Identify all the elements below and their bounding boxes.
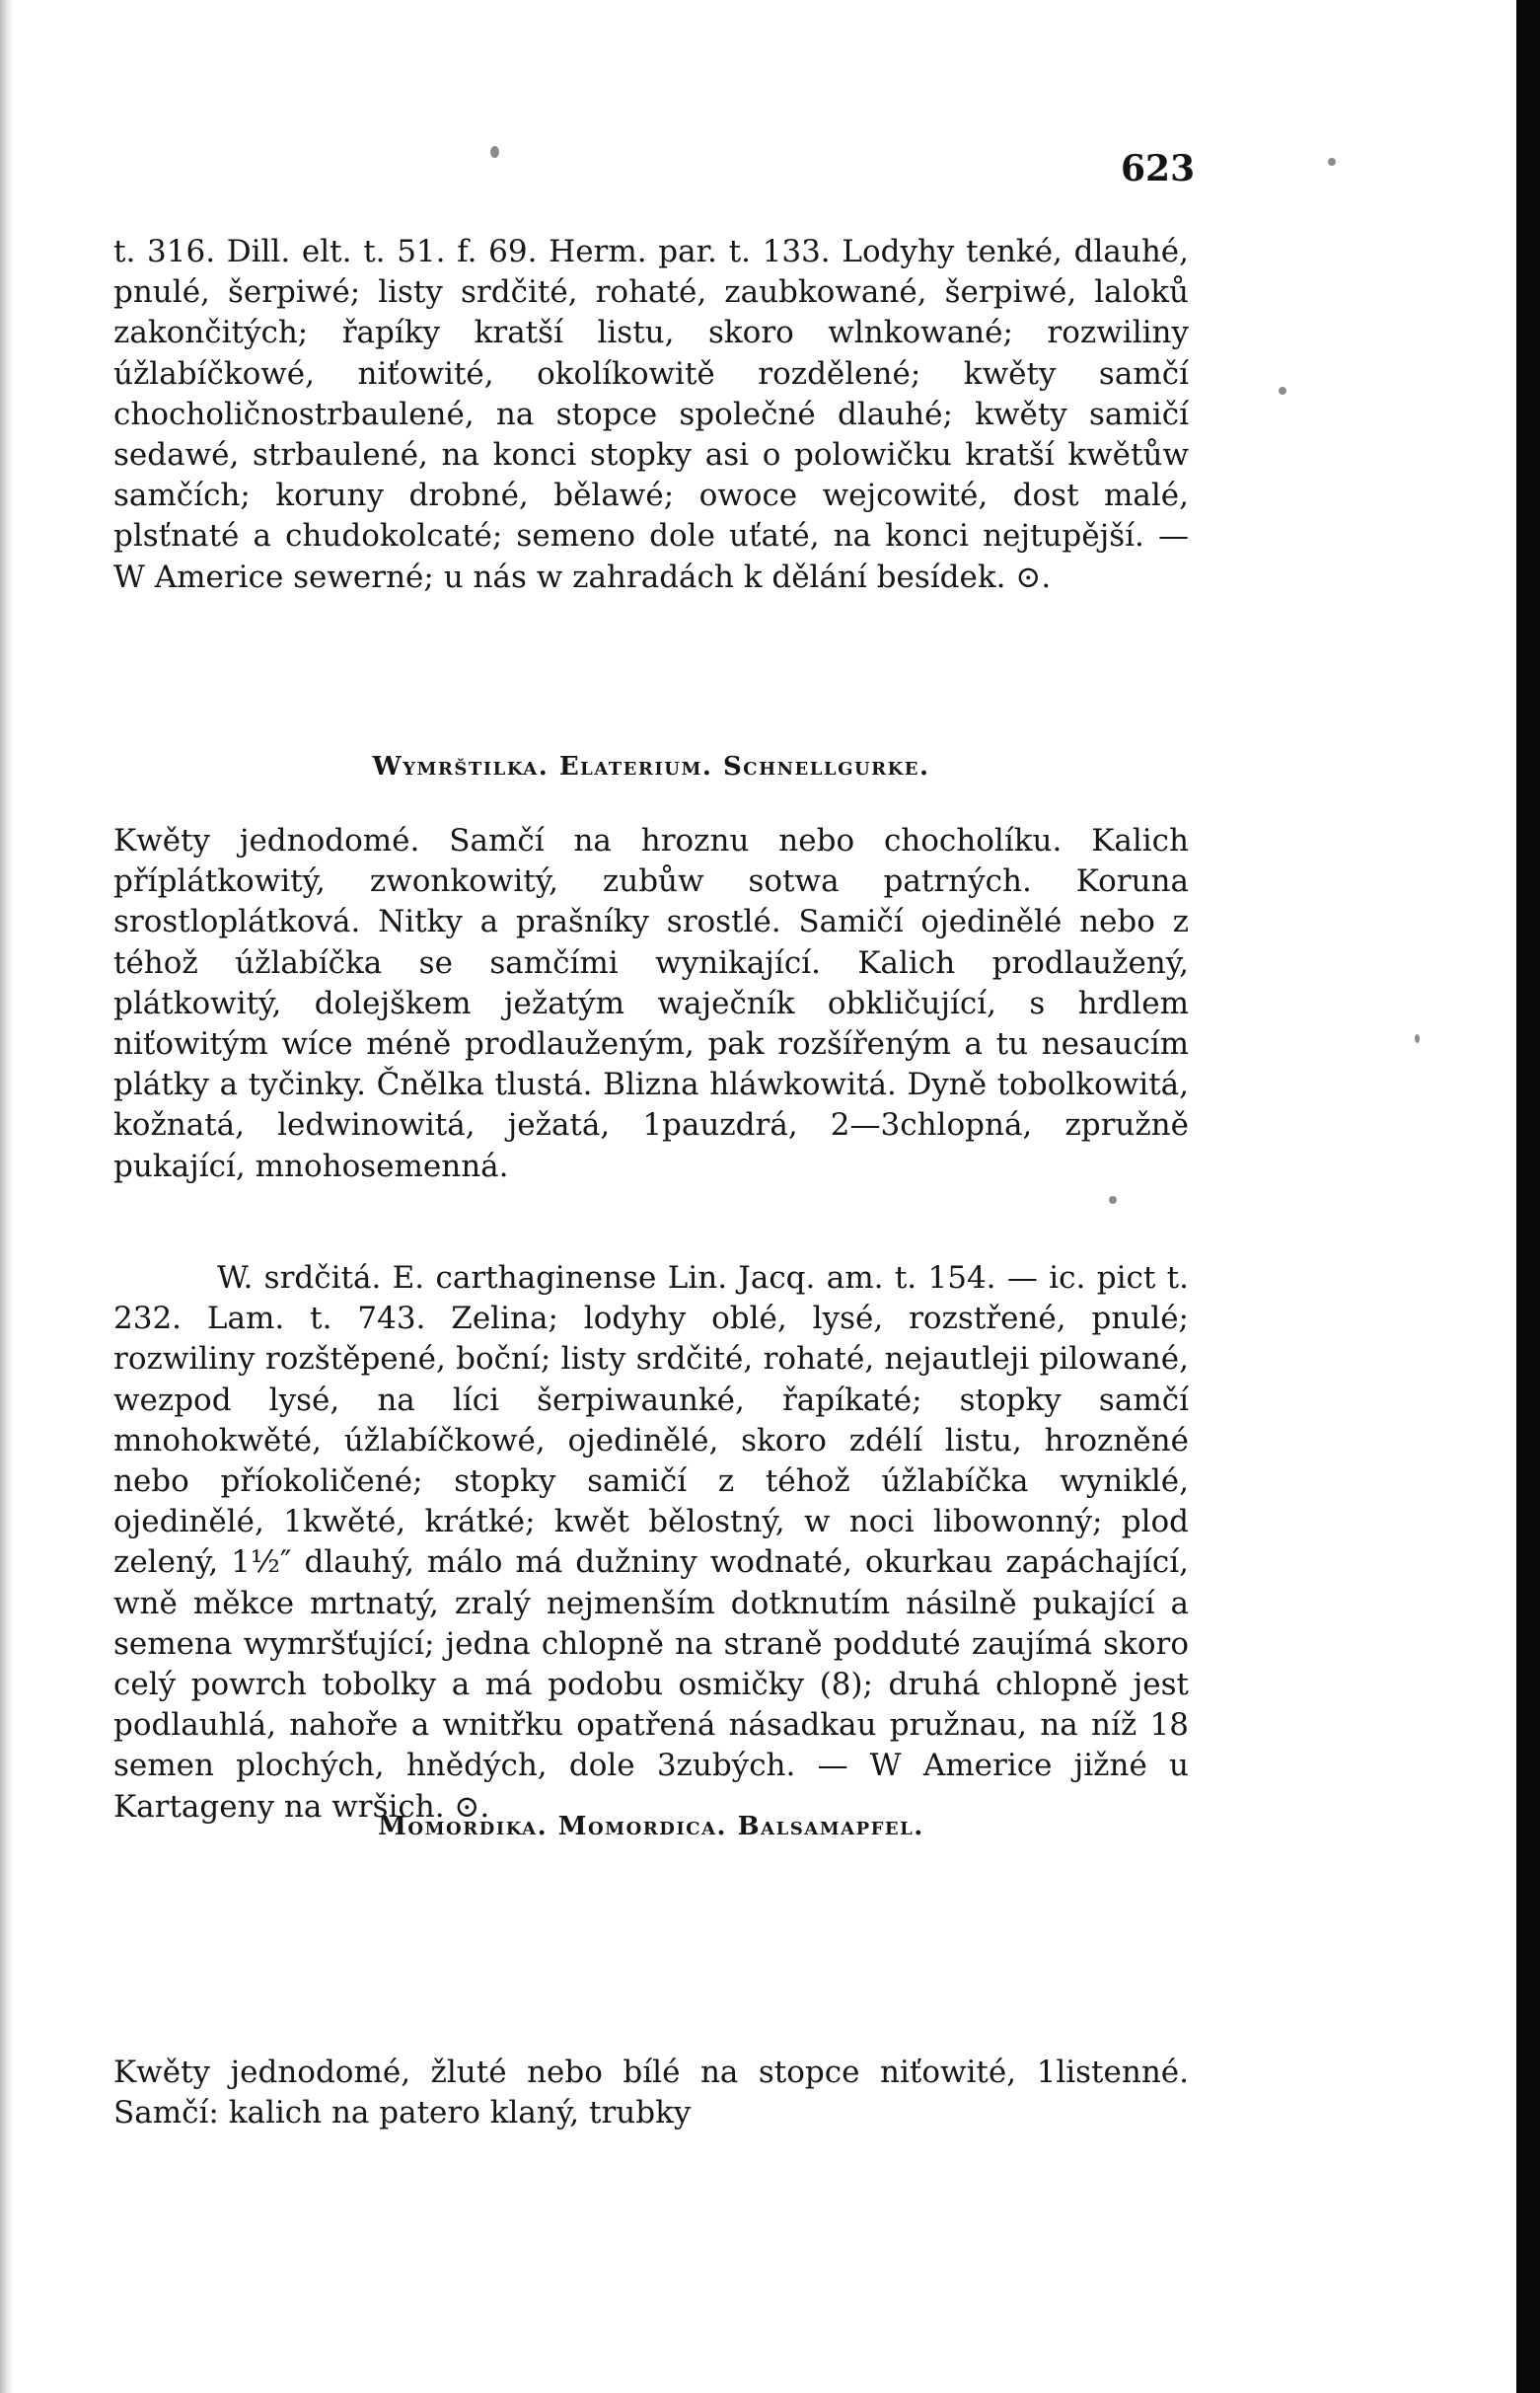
speck [1328, 158, 1336, 166]
genus-heading-momordica: Momordika. Momordica. Balsamapfel. [378, 1812, 924, 1841]
scan-dark-edge [1516, 0, 1540, 2393]
species-description-paragraph: t. 316. Dill. elt. t. 51. f. 69. Herm. par. t. 133. Lodyhy tenké, dlauhé, pnulé, šerpiwé; listy srdčité, rohaté, zaubkowané, šerpiwé, laloků zakončitých; řapíky kratší listu, skoro wlnkowané; rozwiliny úžlabíčkowé, niťowité, okolíkowitě rozdělené; kwěty samčí chocholičnostrbaulené, na stopce společné dlauhé; kwěty samičí sedawé, strbaulené, na konci stopky asi o polowičku kratší kwětůw samčích; koruny drobné, bělawé; owoce wejcowité, dost malé, plsťnaté a chudokolcaté; semeno dole uťaté, na konci nejtupější. — W Americe sewerné; u nás w zahradách k dělání besídek. ⊙. [113, 234, 1189, 595]
genus-description-paragraph: Kwěty jednodomé. Samčí na hroznu nebo chocholíku. Kalich příplátkowitý, zwonkowitý, zubůw sotwa patrných. Koruna srostloplátková. Nitky a prašníky srostlé. Samičí ojedinělé nebo z téhož úžlabíčka se samčími wynikající. Kalich prodlaužený, plátkowitý, dolejškem ježatým waječník obkličující, s hrdlem niťowitým wíce méně prodlauženým, pak rozšířeným a tu nesaucím plátky a tyčinky. Čnělka tlustá. Blizna hláwkowitá. Dyně tobolkowitá, kožnatá, ledwinowitá, ježatá, 1pauzdrá, 2—3chlopná, zpružně pukající, mnohosemenná. [113, 823, 1189, 1184]
speck [1109, 1196, 1117, 1204]
page-gutter-shadow [0, 0, 14, 2393]
genus-heading-elaterium: Wymrštilka. Elaterium. Schnellgurke. [372, 752, 930, 782]
speck [1279, 387, 1286, 395]
speck [490, 146, 499, 158]
momordica-description-paragraph: Kwěty jednodomé, žluté nebo bílé na stopce niťowité, 1listenné. Samčí: kalich na patero klaný, trubky [113, 2055, 1189, 2131]
speck [1415, 1034, 1420, 1043]
species-entry-paragraph: W. srdčitá. E. carthaginense Lin. Jacq. am. t. 154. — ic. pict t. 232. Lam. t. 743. Zelina; lodyhy oblé, lysé, rozstřené, pnulé; rozwiliny rozštěpené, boční; listy srdčité, rohaté, nejautleji pilowané, wezpod lysé, na líci šerpiwaunké, řapíkaté; stopky samčí mnohokwěté, úžlabíčkowé, ojedinělé, skoro zdélí listu, hrozněné nebo příokoličené; stopky samičí z téhož úžlabíčka wyniklé, ojedinělé, 1kwěté, krátké; kwět bělostný, w noci libowonný; plod zelený, 1½″ dlauhý, málo má dužniny wodnaté, okurkau zapáchající, wně měkce mrtnatý, zralý nejmenším dotknutím násilně pukající a semena wymršťující; jedna chlopně na straně podduté zaujímá skoro celý powrch tobolky a má podobu osmičky (8); druhá chlopně jest podlauhlá, nahoře a wnitřku opatřená násadkau pružnau, na níž 18 semen plochých, hnědých, dole 3zubých. — W Americe jižné u Kartageny na wršich. ⊙. [113, 1260, 1189, 1825]
page-number: 623 [1121, 148, 1196, 189]
